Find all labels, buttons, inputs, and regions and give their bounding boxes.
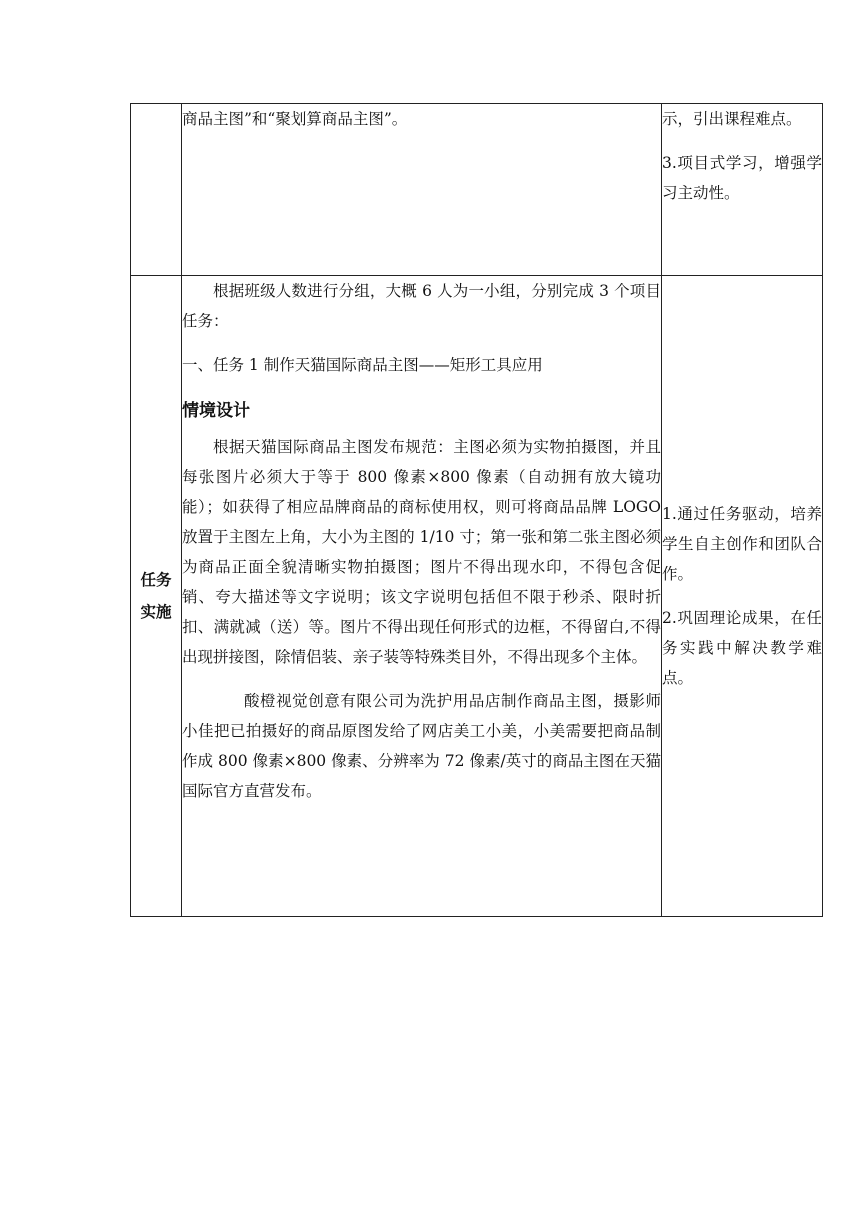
content-text: 商品主图”和“聚划算商品主图”。 (182, 110, 408, 128)
task-title: 一、任务 1 制作天猫国际商品主图——矩形工具应用 (182, 356, 543, 374)
section-label: 任务 (140, 571, 172, 589)
notes-text: 3.项目式学习，增强学习主动性。 (662, 154, 822, 202)
label-cell-empty (131, 104, 182, 276)
notes-text: 1.通过任务驱动，培养学生自主创作和团队合作。 (662, 505, 822, 583)
intro-paragraph: 根据班级人数进行分组，大概 6 人为一小组，分别完成 3 个项目任务： (182, 282, 661, 330)
notes-text: 示，引出课程难点。 (662, 110, 802, 128)
content-cell (182, 104, 662, 276)
table-row (131, 104, 823, 276)
notes-cell (662, 276, 823, 917)
scenario-paragraph: 根据天猫国际商品主图发布规范：主图必须为实物拍摄图，并且每张图片必须大于等于 800 像素×800 像素（自动拥有放大镜功能）；如获得了相应品牌商品的商标使用权，则可将商品品牌 LOGO 放置于主图左上角，大小为主图的 1/10 寸；第一张和第二张主图必须为商品正面全貌清晰实物拍摄图；图片不得出现水印，不得包含促销、夸大描述等文字说明；该文字说明包括但不限于秒杀、限时折扣、满就减（送）等。图片不得出现任何形式的边框，不得留白,不得出现拼接图，除情侣装、亲子装等特殊类目外，不得出现多个主体。 (182, 438, 661, 666)
notes-cell (662, 104, 823, 276)
lesson-plan-table (130, 103, 823, 917)
section-label-cell (131, 276, 182, 917)
content-cell (182, 276, 662, 917)
section-label: 实施 (140, 603, 172, 621)
table-row (131, 276, 823, 917)
scenario-paragraph: 酸橙视觉创意有限公司为洗护用品店制作商品主图，摄影师小佳把已拍摄好的商品原图发给了网店美工小美，小美需要把商品制作成 800 像素×800 像素、分辨率为 72 像素/英寸的商品主图在天猫国际官方直营发布。 (182, 692, 661, 800)
section-heading: 情境设计 (182, 401, 250, 421)
notes-text: 2.巩固理论成果，在任务实践中解决教学难点。 (662, 609, 822, 687)
